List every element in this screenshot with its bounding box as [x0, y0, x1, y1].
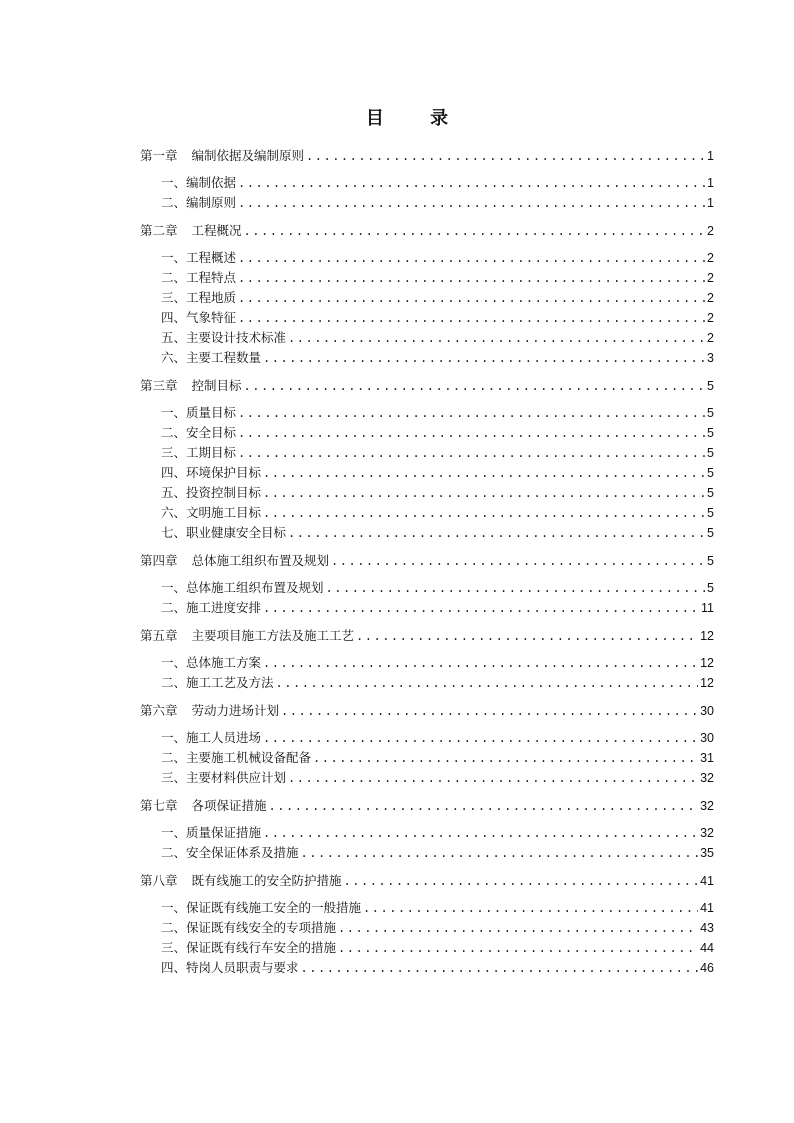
dot-leader	[276, 675, 699, 691]
dot-leader	[244, 378, 706, 394]
toc-section-entry[interactable]	[161, 825, 714, 841]
chapter-number: 第五章	[140, 628, 178, 643]
toc-section-entry[interactable]	[161, 175, 714, 191]
chapter-number: 第三章	[140, 378, 178, 393]
section-label: 一、保证既有线施工安全的一般措施	[161, 900, 362, 915]
dot-leader	[238, 310, 705, 326]
dot-leader	[238, 445, 705, 461]
chapter-number: 第七章	[140, 798, 178, 813]
dot-leader	[263, 730, 698, 746]
dot-leader	[238, 250, 705, 266]
section-label: 二、安全目标	[161, 425, 237, 440]
toc-chapter-entry[interactable]	[140, 628, 714, 644]
dot-leader	[238, 405, 705, 421]
toc-chapter-entry[interactable]	[140, 148, 714, 164]
dot-leader	[244, 223, 706, 239]
section-page-number: 46	[700, 961, 714, 975]
section-page-number: 5	[707, 426, 714, 440]
chapter-label	[140, 378, 242, 394]
toc-section-entry[interactable]	[161, 290, 714, 306]
section-page-number: 41	[700, 901, 714, 915]
toc-section-entry[interactable]	[161, 195, 714, 211]
section-label: 一、编制依据	[161, 175, 237, 190]
section-label: 四、环境保护目标	[161, 465, 262, 480]
chapter-title: 主要项目施工方法及施工工艺	[191, 628, 355, 643]
dot-leader	[238, 270, 705, 286]
section-label: 六、主要工程数量	[161, 350, 262, 365]
chapter-page-number: 30	[700, 704, 714, 718]
section-label: 三、主要材料供应计划	[161, 770, 287, 785]
dot-leader	[263, 825, 698, 841]
chapter-number: 第四章	[140, 553, 178, 568]
toc-section-entry[interactable]	[161, 940, 714, 956]
toc-section-entry[interactable]	[161, 405, 714, 421]
section-page-number: 5	[707, 486, 714, 500]
section-page-number: 5	[707, 406, 714, 420]
dot-leader	[338, 920, 698, 936]
toc-chapter-entry[interactable]	[140, 553, 714, 569]
chapter-page-number: 5	[707, 554, 714, 568]
dot-leader	[306, 148, 705, 164]
section-page-number: 44	[700, 941, 714, 955]
dot-leader	[313, 750, 698, 766]
chapter-title: 总体施工组织布置及规划	[191, 553, 330, 568]
toc-section-entry[interactable]	[161, 485, 714, 501]
chapter-label	[140, 798, 267, 814]
toc-section-entry[interactable]	[161, 580, 714, 596]
toc-section-entry[interactable]	[161, 770, 714, 786]
chapter-label	[140, 223, 242, 239]
toc-chapter-entry[interactable]	[140, 703, 714, 719]
toc-section-entry[interactable]	[161, 900, 714, 916]
section-label: 五、主要设计技术标准	[161, 330, 287, 345]
toc-section-entry[interactable]	[161, 730, 714, 746]
dot-leader	[301, 960, 699, 976]
section-page-number: 5	[707, 506, 714, 520]
chapter-title: 既有线施工的安全防护措施	[191, 873, 342, 888]
dot-leader	[269, 798, 699, 814]
dot-leader	[263, 600, 699, 616]
toc-section-entry[interactable]	[161, 525, 714, 541]
section-page-number: 5	[707, 526, 714, 540]
toc-section-entry[interactable]	[161, 465, 714, 481]
section-label: 四、特岗人员职责与要求	[161, 960, 299, 975]
section-label: 一、质量保证措施	[161, 825, 262, 840]
toc-section-entry[interactable]	[161, 920, 714, 936]
chapter-title: 控制目标	[191, 378, 242, 393]
chapter-label	[140, 148, 304, 164]
section-page-number: 30	[700, 731, 714, 745]
section-page-number: 2	[707, 271, 714, 285]
dot-leader	[238, 175, 705, 191]
section-page-number: 2	[707, 311, 714, 325]
section-page-number: 35	[700, 846, 714, 860]
section-label: 二、施工进度安排	[161, 600, 262, 615]
toc-chapter-entry[interactable]	[140, 873, 714, 889]
chapter-page-number: 12	[700, 629, 714, 643]
section-page-number: 2	[707, 331, 714, 345]
dot-leader	[288, 525, 705, 541]
chapter-page-number: 1	[707, 149, 714, 163]
chapter-number: 第八章	[140, 873, 178, 888]
chapter-page-number: 2	[707, 224, 714, 238]
dot-leader	[238, 195, 705, 211]
dot-leader	[263, 655, 698, 671]
toc-section-entry[interactable]	[161, 445, 714, 461]
chapter-number: 第一章	[140, 148, 178, 163]
section-label: 三、保证既有线行车安全的措施	[161, 940, 337, 955]
section-label: 三、工期目标	[161, 445, 237, 460]
dot-leader	[301, 845, 699, 861]
section-label: 二、编制原则	[161, 195, 237, 210]
section-label: 二、施工工艺及方法	[161, 675, 274, 690]
section-label: 四、气象特征	[161, 310, 237, 325]
dot-leader	[338, 940, 698, 956]
toc-chapter-entry[interactable]	[140, 798, 714, 814]
toc-section-entry[interactable]	[161, 250, 714, 266]
chapter-title: 各项保证措施	[191, 798, 267, 813]
section-page-number: 2	[707, 251, 714, 265]
section-page-number: 3	[707, 351, 714, 365]
section-label: 一、工程概述	[161, 250, 237, 265]
dot-leader	[331, 553, 705, 569]
chapter-label	[140, 553, 329, 569]
dot-leader	[281, 703, 698, 719]
dot-leader	[363, 900, 698, 916]
section-label: 一、质量目标	[161, 405, 237, 420]
section-page-number: 43	[700, 921, 714, 935]
section-page-number: 1	[707, 176, 714, 190]
dot-leader	[263, 465, 705, 481]
chapter-title: 编制依据及编制原则	[191, 148, 305, 163]
section-label: 三、工程地质	[161, 290, 237, 305]
toc-section-entry[interactable]	[161, 655, 714, 671]
section-page-number: 5	[707, 446, 714, 460]
chapter-title: 工程概况	[191, 223, 242, 238]
section-label: 五、投资控制目标	[161, 485, 262, 500]
section-label: 二、保证既有线安全的专项措施	[161, 920, 337, 935]
dot-leader	[238, 425, 705, 441]
toc-section-entry[interactable]	[161, 960, 714, 976]
section-page-number: 1	[707, 196, 714, 210]
chapter-number: 第二章	[140, 223, 178, 238]
chapter-title: 劳动力进场计划	[191, 703, 280, 718]
section-page-number: 12	[700, 676, 714, 690]
section-label: 一、总体施工组织布置及规划	[161, 580, 324, 595]
section-label: 一、总体施工方案	[161, 655, 262, 670]
section-label: 七、职业健康安全目标	[161, 525, 287, 540]
section-label: 一、施工人员进场	[161, 730, 262, 745]
toc-section-entry[interactable]	[161, 330, 714, 346]
toc-section-entry[interactable]	[161, 350, 714, 366]
section-page-number: 5	[707, 581, 714, 595]
chapter-label	[140, 873, 342, 889]
section-page-number: 31	[700, 751, 714, 765]
section-page-number: 2	[707, 291, 714, 305]
section-page-number: 12	[700, 656, 714, 670]
section-label: 二、主要施工机械设备配备	[161, 750, 312, 765]
chapter-page-number: 5	[707, 379, 714, 393]
toc-section-entry[interactable]	[161, 310, 714, 326]
toc-section-entry[interactable]	[161, 505, 714, 521]
chapter-label	[140, 703, 279, 719]
dot-leader	[238, 290, 705, 306]
dot-leader	[326, 580, 706, 596]
chapter-page-number: 41	[700, 874, 714, 888]
section-page-number: 5	[707, 466, 714, 480]
dot-leader	[356, 628, 698, 644]
chapter-page-number: 32	[700, 799, 714, 813]
dot-leader	[288, 330, 705, 346]
dot-leader	[263, 485, 705, 501]
dot-leader	[263, 350, 705, 366]
section-page-number: 32	[700, 826, 714, 840]
section-label: 六、文明施工目标	[161, 505, 262, 520]
toc-section-entry[interactable]	[161, 425, 714, 441]
section-label: 二、安全保证体系及措施	[161, 845, 299, 860]
toc-chapter-entry[interactable]	[140, 378, 714, 394]
dot-leader	[263, 505, 705, 521]
toc-section-entry[interactable]	[161, 270, 714, 286]
toc-section-entry[interactable]	[161, 845, 714, 861]
chapter-number: 第六章	[140, 703, 178, 718]
section-page-number: 11	[701, 601, 714, 615]
chapter-label	[140, 628, 354, 644]
section-label: 二、工程特点	[161, 270, 237, 285]
dot-leader	[288, 770, 698, 786]
toc-section-entry[interactable]	[161, 600, 714, 616]
toc-section-entry[interactable]	[161, 750, 714, 766]
toc-title: 目 录	[365, 108, 469, 129]
toc-section-entry[interactable]	[161, 675, 714, 691]
toc-chapter-entry[interactable]	[140, 223, 714, 239]
section-page-number: 32	[700, 771, 714, 785]
dot-leader	[344, 873, 699, 889]
